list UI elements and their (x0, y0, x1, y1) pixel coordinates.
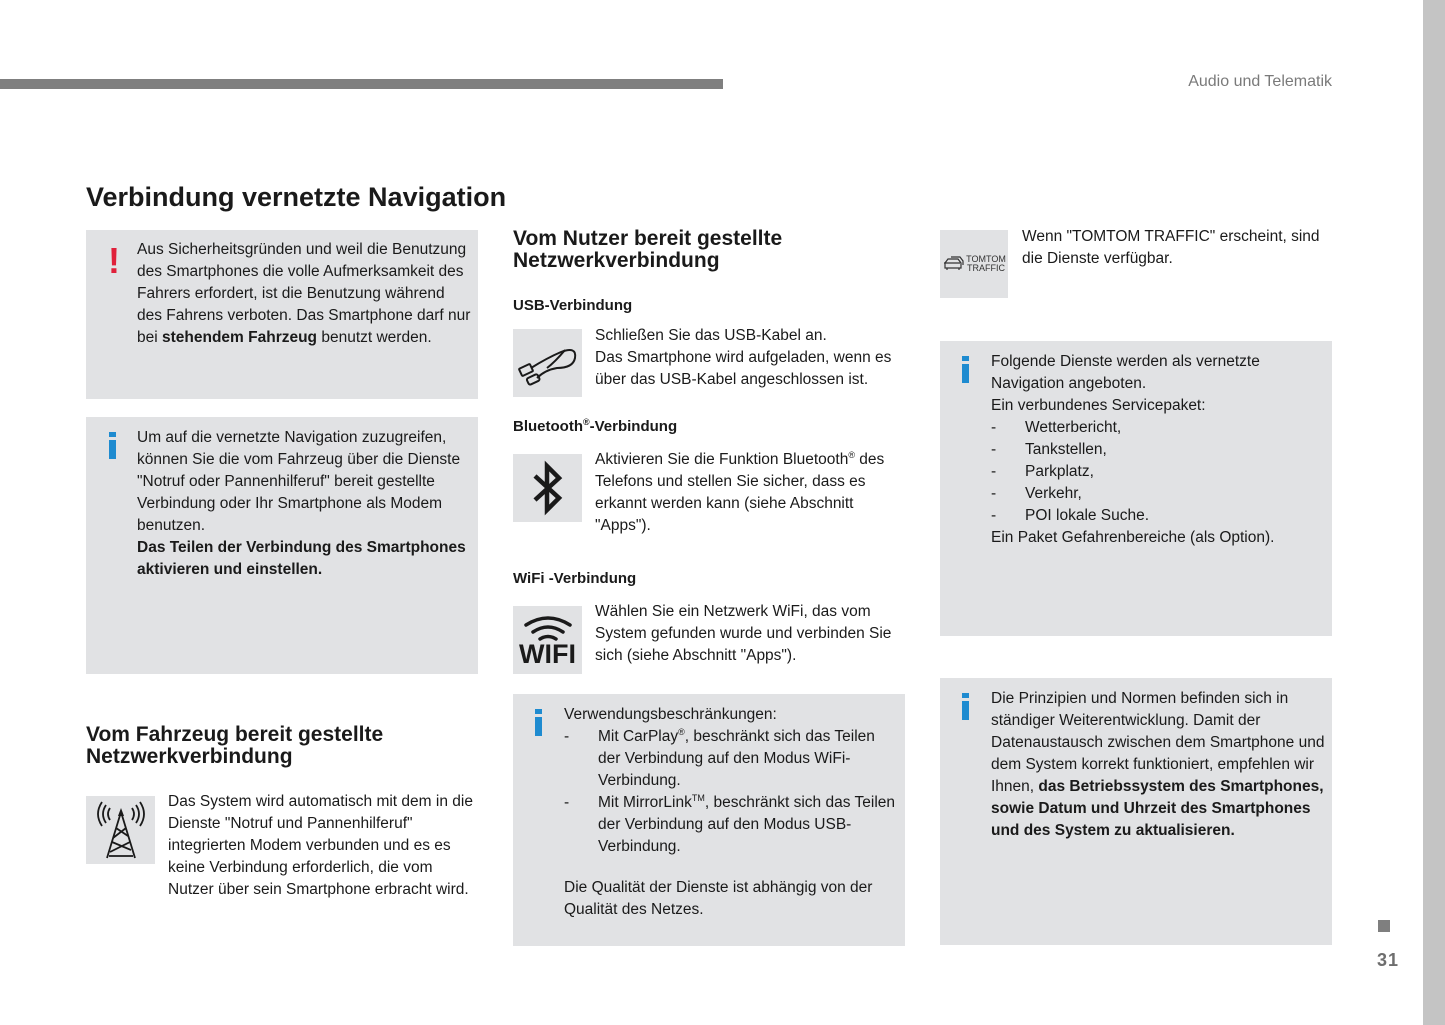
warning-exclamation-icon: ! (108, 240, 120, 281)
wifi-title: WiFi -Verbindung (513, 570, 637, 587)
usb-cable-icon (513, 329, 582, 397)
info-box-norms (940, 678, 1332, 945)
section-label: Audio und Telematik (1188, 73, 1332, 90)
tomtom-traffic-icon (940, 230, 1008, 298)
list-item: - Tankstellen, (991, 441, 1107, 458)
header-rule (0, 79, 723, 89)
list-item: - POI lokale Suche. (991, 507, 1150, 524)
info-icon (535, 709, 542, 736)
info-icon (109, 432, 116, 459)
page-edge-strip (1423, 0, 1445, 1025)
info-box-services (940, 341, 1332, 636)
vehicle-network-text: Das System wird automatisch mit dem in die Dienste "Notruf und Pannenhilferuf" integrierten Modem verbunden und es es keine Verbindung erforderlich, die vom Nutzer über sein Smartphone erbracht wird. (168, 793, 473, 898)
user-network-heading: Vom Nutzer bereit gestellte Netzwerkverbindung (513, 227, 783, 272)
restrictions-list (564, 726, 899, 858)
list-item: - Mit MirrorLink™, beschränkt sich das Teilen der Verbindung auf den Modus USB-Verbindung. (564, 793, 895, 855)
page-number: 31 (1376, 950, 1400, 970)
list-item: - Mit CarPlay®, beschränkt sich das Teilen der Verbindung auf den Modus WiFi-Verbindung. (564, 727, 875, 789)
wifi-text: Wählen Sie ein Netzwerk WiFi, das vom System gefunden wurde und verbinden Sie sich (siehe Abschnitt "Apps"). (595, 603, 892, 664)
wifi-icon-label: WIFI (519, 639, 576, 669)
info-icon (962, 693, 969, 720)
tomtom-text: Wenn "TOMTOM TRAFFIC" erscheint, sind die Dienste verfügbar. (1022, 228, 1320, 267)
services-list (991, 417, 1321, 527)
antenna-tower-icon (86, 796, 155, 864)
services-text: Folgende Dienste werden als vernetzte Navigation angeboten. Ein verbundenes Servicepaket: - Wetterbericht, - Tankstellen, - Parkplatz, - Verkehr, - POI lokale Suche. Ein Paket Gefahrenbereiche (als Option). (991, 351, 1321, 549)
info-box-access (86, 417, 478, 674)
bluetooth-text: Aktivieren Sie die Funktion Bluetooth® des Telefons und stellen Sie sicher, dass es erkannt werden kann (siehe Abschnitt "Apps"). (595, 450, 885, 534)
page-title: Verbindung vernetzte Navigation (86, 182, 507, 212)
warning-text: Aus Sicherheitsgründen und weil die Benutzung des Smartphones die volle Aufmerksamkeit des Fahrers erfordert, ist die Benutzung während des Fahrens verboten. Das Smartphone darf nur bei stehendem Fahrzeug benutzt werden. (137, 241, 471, 346)
info-icon (962, 356, 969, 383)
norms-text: Die Prinzipien und Normen befinden sich in ständiger Weiterentwicklung. Damit der Datenaustausch zwischen dem Smartphone und dem System korrekt funktioniert, empfehlen wir Ihnen, das Betriebssystem des Smartphones, sowie Datum und Uhrzeit des Smartphones und des System zu aktualisieren. (991, 690, 1325, 839)
tomtom-icon-label: TOMTOM TRAFFIC (966, 254, 1006, 273)
list-item: - Verkehr, (991, 485, 1082, 502)
bluetooth-icon (513, 454, 582, 522)
bluetooth-title: Bluetooth®-Verbindung (513, 417, 678, 435)
info-box-restrictions (513, 694, 905, 946)
vehicle-network-heading: Vom Fahrzeug bereit gestellte Netzwerkverbindung (86, 723, 384, 768)
wifi-icon (513, 606, 582, 674)
usb-text: Schließen Sie das USB-Kabel an. Das Smartphone wird aufgeladen, wenn es über das USB-Kabel angeschlossen ist. (595, 327, 892, 388)
page-marker-square (1378, 920, 1390, 932)
info-access-text: Um auf die vernetzte Navigation zuzugreifen, können Sie die vom Fahrzeug über die Dienste "Notruf oder Pannenhilferuf" bereit gestellte Verbindung oder Ihr Smartphone als Modem benutzen. Das Teilen der Verbindung des Smartphones aktivieren und einstellen. (137, 429, 466, 578)
list-item: - Wetterbericht, (991, 419, 1122, 436)
usb-title: USB-Verbindung (513, 297, 633, 314)
list-item: - Parkplatz, (991, 463, 1094, 480)
restrictions-text: Verwendungsbeschränkungen: - Mit CarPlay®, beschränkt sich das Teilen der Verbindung auf den Modus WiFi-Verbindung. - Mit MirrorLink™, beschränkt sich das Teilen der Verbindung auf den Modus USB-Verbindung. Die Qualität der Dienste ist abhängig von der Qualität des Netzes. (564, 704, 899, 921)
warning-box (86, 230, 478, 399)
